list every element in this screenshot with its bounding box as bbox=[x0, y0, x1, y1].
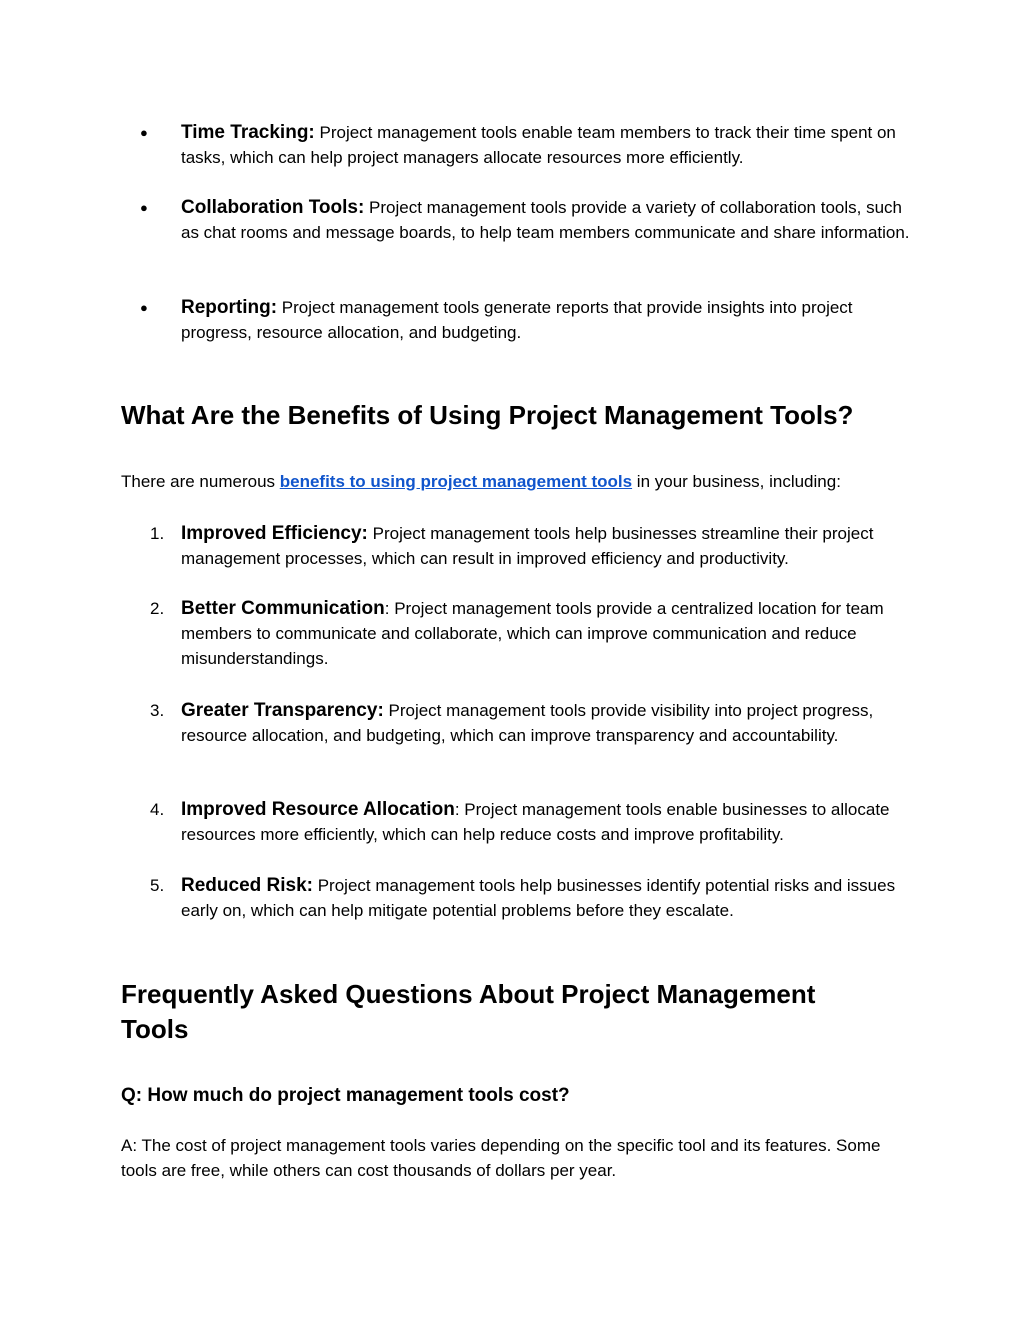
list-item-text bbox=[181, 120, 911, 170]
list-item-description: Project management tools generate reports that provide insights into project progress, resource allocation, and budgeting. bbox=[181, 298, 853, 342]
list-item-description: Project management tools provide a variety of collaboration tools, such as chat rooms and message boards, to help team members communicate and share information. bbox=[181, 198, 910, 242]
list-item-title: Reporting: bbox=[181, 297, 278, 318]
list-number: 4. bbox=[150, 800, 165, 819]
list-item-description: Project management tools provide visibility into project progress, resource allocation, and budgeting, which can improve transparency and accountability. bbox=[181, 701, 874, 745]
faq-answer: A: The cost of project management tools varies depending on the specific tool and its features. Some tools are free, while others can cost thousands of dollars per year. bbox=[121, 1136, 881, 1180]
list-item-description: : Project management tools enable businesses to allocate resources more efficiently, which can help reduce costs and improve profitability. bbox=[181, 800, 890, 844]
benefits-link[interactable]: benefits to using project management tools bbox=[279, 472, 633, 491]
list-item-text bbox=[181, 698, 911, 748]
list-item-title: Improved Resource Allocation bbox=[181, 799, 455, 820]
list-number: 3. bbox=[150, 701, 165, 720]
list-item-description: : Project management tools provide a centralized location for team members to communicate and collaborate, which can improve communication and reduce misunderstandings. bbox=[181, 599, 884, 668]
bullet-icon: ● bbox=[140, 300, 148, 315]
benefits-intro bbox=[121, 469, 911, 494]
faq-heading: Frequently Asked Questions About Project Management Tools bbox=[121, 979, 816, 1044]
list-item-title: Collaboration Tools: bbox=[181, 197, 365, 218]
list-item-text bbox=[181, 521, 911, 571]
list-item-text bbox=[181, 295, 911, 345]
list-item-description: Project management tools help businesses identify potential risks and issues early on, which can help mitigate potential problems before they escalate. bbox=[181, 876, 896, 920]
list-item-text bbox=[181, 797, 911, 847]
list-item-title: Greater Transparency: bbox=[181, 700, 384, 721]
list-number: 2. bbox=[150, 599, 165, 618]
intro-text-after: in your business, including: bbox=[632, 472, 841, 491]
list-number: 1. bbox=[150, 524, 165, 543]
list-item-title: Reduced Risk: bbox=[181, 875, 313, 896]
list-item-title: Better Communication bbox=[181, 598, 385, 619]
list-item-title: Time Tracking: bbox=[181, 122, 315, 143]
list-item-description: Project management tools help businesses streamline their project management processes, which can result in improved efficiency and productivity. bbox=[181, 524, 874, 568]
list-item-title: Improved Efficiency: bbox=[181, 523, 368, 544]
list-item-text bbox=[181, 596, 911, 671]
list-item-text bbox=[181, 195, 911, 245]
bullet-icon: ● bbox=[140, 200, 148, 215]
list-item-text bbox=[181, 873, 911, 923]
list-item-description: Project management tools enable team members to track their time spent on tasks, which can help project managers allocate resources more efficiently. bbox=[181, 123, 896, 167]
bullet-icon: ● bbox=[140, 125, 148, 140]
list-number: 5. bbox=[150, 876, 165, 895]
faq-question: Q: How much do project management tools cost? bbox=[121, 1085, 570, 1106]
benefits-heading: What Are the Benefits of Using Project Management Tools? bbox=[121, 400, 854, 430]
intro-text-before: There are numerous bbox=[121, 472, 280, 491]
